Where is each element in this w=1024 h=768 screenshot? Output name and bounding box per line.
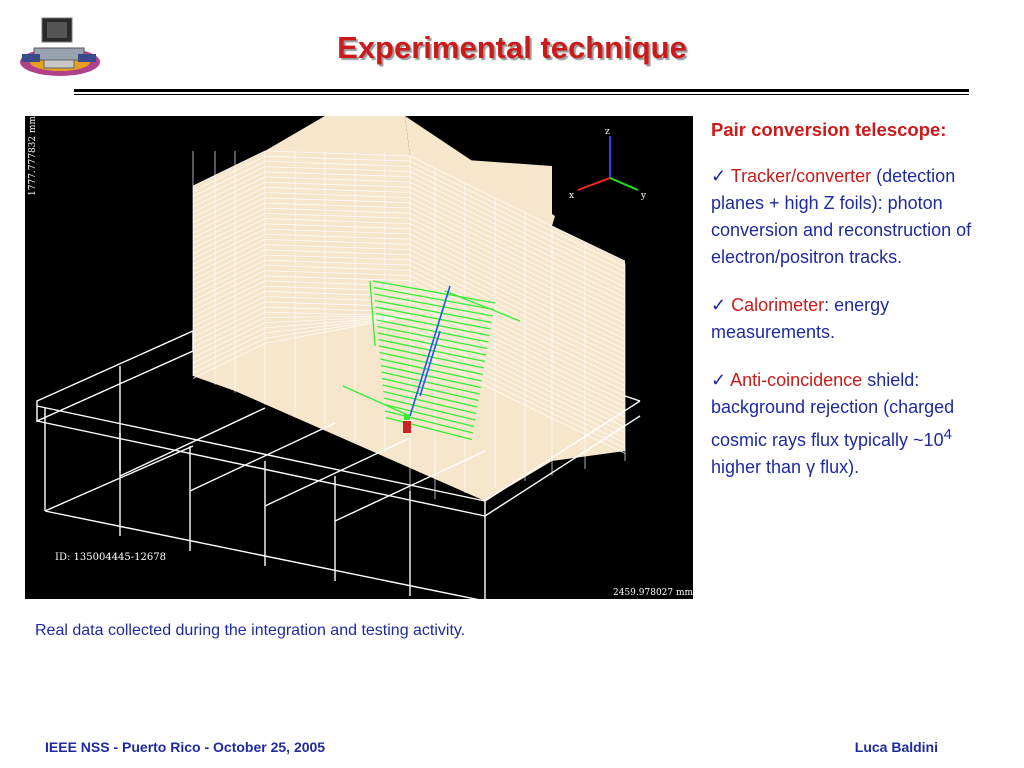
footer-conference: IEEE NSS - Puerto Rico - October 25, 2005 xyxy=(45,739,326,755)
bullet-text: shield: background rejection (charged cosmic rays flux typically ~10 xyxy=(711,370,955,450)
description-panel xyxy=(711,116,1001,502)
footer-author: Luca Baldini xyxy=(854,739,938,755)
vertex-marker xyxy=(403,414,411,433)
axis-y-label: y xyxy=(641,191,647,201)
bullet-text-2: higher than xyxy=(711,457,807,477)
bullet-calorimeter xyxy=(711,292,1001,346)
axis-z-label: z xyxy=(605,127,610,137)
bullet-term: Calorimeter xyxy=(731,295,825,315)
panel-heading: Pair conversion telescope: xyxy=(711,119,947,140)
gamma-symbol: γ xyxy=(806,457,816,477)
check-icon: ✓ xyxy=(711,295,727,315)
bullet-text: (detection planes + high Z foils): photon conversion and reconstruction of electron/positron tracks. xyxy=(711,166,972,267)
title-divider-thin xyxy=(74,94,969,95)
title-divider xyxy=(74,89,969,92)
check-icon: ✓ xyxy=(711,370,727,390)
axis-x-label: x xyxy=(569,191,575,201)
exponent: 4 xyxy=(943,426,952,443)
page-title: Experimental technique xyxy=(337,30,687,65)
bullet-term: Anti-coincidence xyxy=(730,370,863,390)
tracker-towers xyxy=(193,116,625,501)
axes-indicator xyxy=(569,127,647,201)
event-display-figure xyxy=(25,116,693,599)
bullet-text: : energy measurements. xyxy=(711,295,890,342)
bullet-tracker xyxy=(711,163,1001,271)
bullet-term: Tracker/converter xyxy=(730,166,872,186)
vertical-scale-label: 1777.777832 mm xyxy=(28,116,38,196)
event-id-label: ID: 135004445-12678 xyxy=(55,552,166,563)
bullet-text-3: flux). xyxy=(815,457,860,477)
figure-caption: Real data collected during the integration and testing activity. xyxy=(35,622,466,639)
horizontal-scale-label: 2459.978027 mm xyxy=(613,588,693,598)
bullet-anticoincidence xyxy=(711,367,1001,481)
check-icon: ✓ xyxy=(711,166,727,186)
